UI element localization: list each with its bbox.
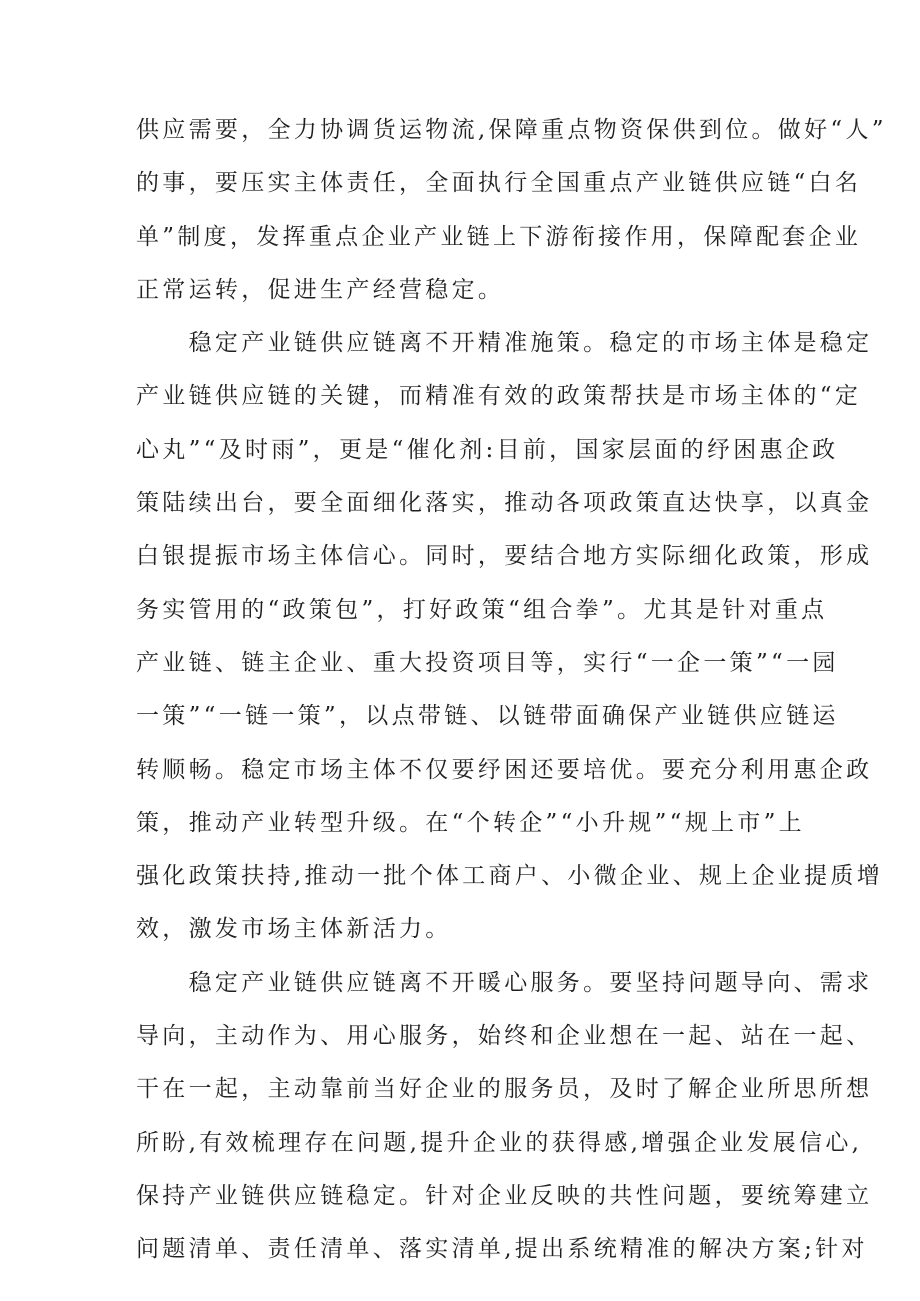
text-line: 策陆续出台，要全面细化落实，推动各项政策直达快享，以真金 bbox=[136, 490, 873, 517]
text-line: 效，激发市场主体新活力。 bbox=[136, 916, 452, 943]
text-line: 问题清单、责任清单、落实清单,提出系统精准的解决方案;针对 bbox=[136, 1236, 868, 1263]
text-line: 产业链供应链的关键，而精准有效的政策帮扶是市场主体的“定 bbox=[136, 383, 862, 410]
text-line: 产业链、链主企业、重大投资项目等，实行“一企一策”“一园 bbox=[136, 649, 839, 676]
text-line: 心丸”“及时雨”，更是“催化剂:目前，国家层面的纾困惠企政 bbox=[136, 436, 839, 463]
text-line: 供应需要，全力协调货运物流,保障重点物资保供到位。做好“人” bbox=[136, 117, 887, 143]
text-line: 导向，主动作为、用心服务，始终和企业想在一起、站在一起、 bbox=[136, 1023, 873, 1050]
text-line: 保持产业链供应链稳定。针对企业反映的共性问题，要统筹建立 bbox=[136, 1182, 873, 1209]
text-line: 稳定产业链供应链离不开精准施策。稳定的市场主体是稳定 bbox=[136, 330, 873, 357]
text-line: 的事，要压实主体责任，全面执行全国重点产业链供应链“白名 bbox=[136, 170, 862, 197]
text-line: 正常运转，促进生产经营稳定。 bbox=[136, 276, 505, 303]
text-line: 单”制度，发挥重点企业产业链上下游衔接作用，保障配套企业 bbox=[136, 223, 862, 250]
text-line: 白银提振市场主体信心。同时，要结合地方实际细化政策，形成 bbox=[136, 543, 873, 570]
text-line: 所盼,有效梳理存在问题,提升企业的获得感,增强企业发展信心, bbox=[136, 1129, 863, 1156]
text-line: 稳定产业链供应链离不开暖心服务。要坚持问题导向、需求 bbox=[136, 969, 873, 996]
text-line: 策，推动产业转型升级。在“个转企”“小升规”“规上市”上 bbox=[136, 809, 805, 836]
text-line: 转顺畅。稳定市场主体不仅要纾困还要培优。要充分利用惠企政 bbox=[136, 756, 873, 783]
body-text bbox=[136, 104, 887, 1277]
text-line: 强化政策扶持,推动一批个体工商户、小微企业、规上企业提质增 bbox=[136, 863, 884, 890]
text-line: 一策”“一链一策”，以点带链、以链带面确保产业链供应链运 bbox=[136, 703, 839, 730]
text-line: 干在一起，主动靠前当好企业的服务员，及时了解企业所思所想 bbox=[136, 1076, 873, 1103]
text-line: 务实管用的“政策包”，打好政策“组合拳”。尤其是针对重点 bbox=[136, 596, 828, 623]
